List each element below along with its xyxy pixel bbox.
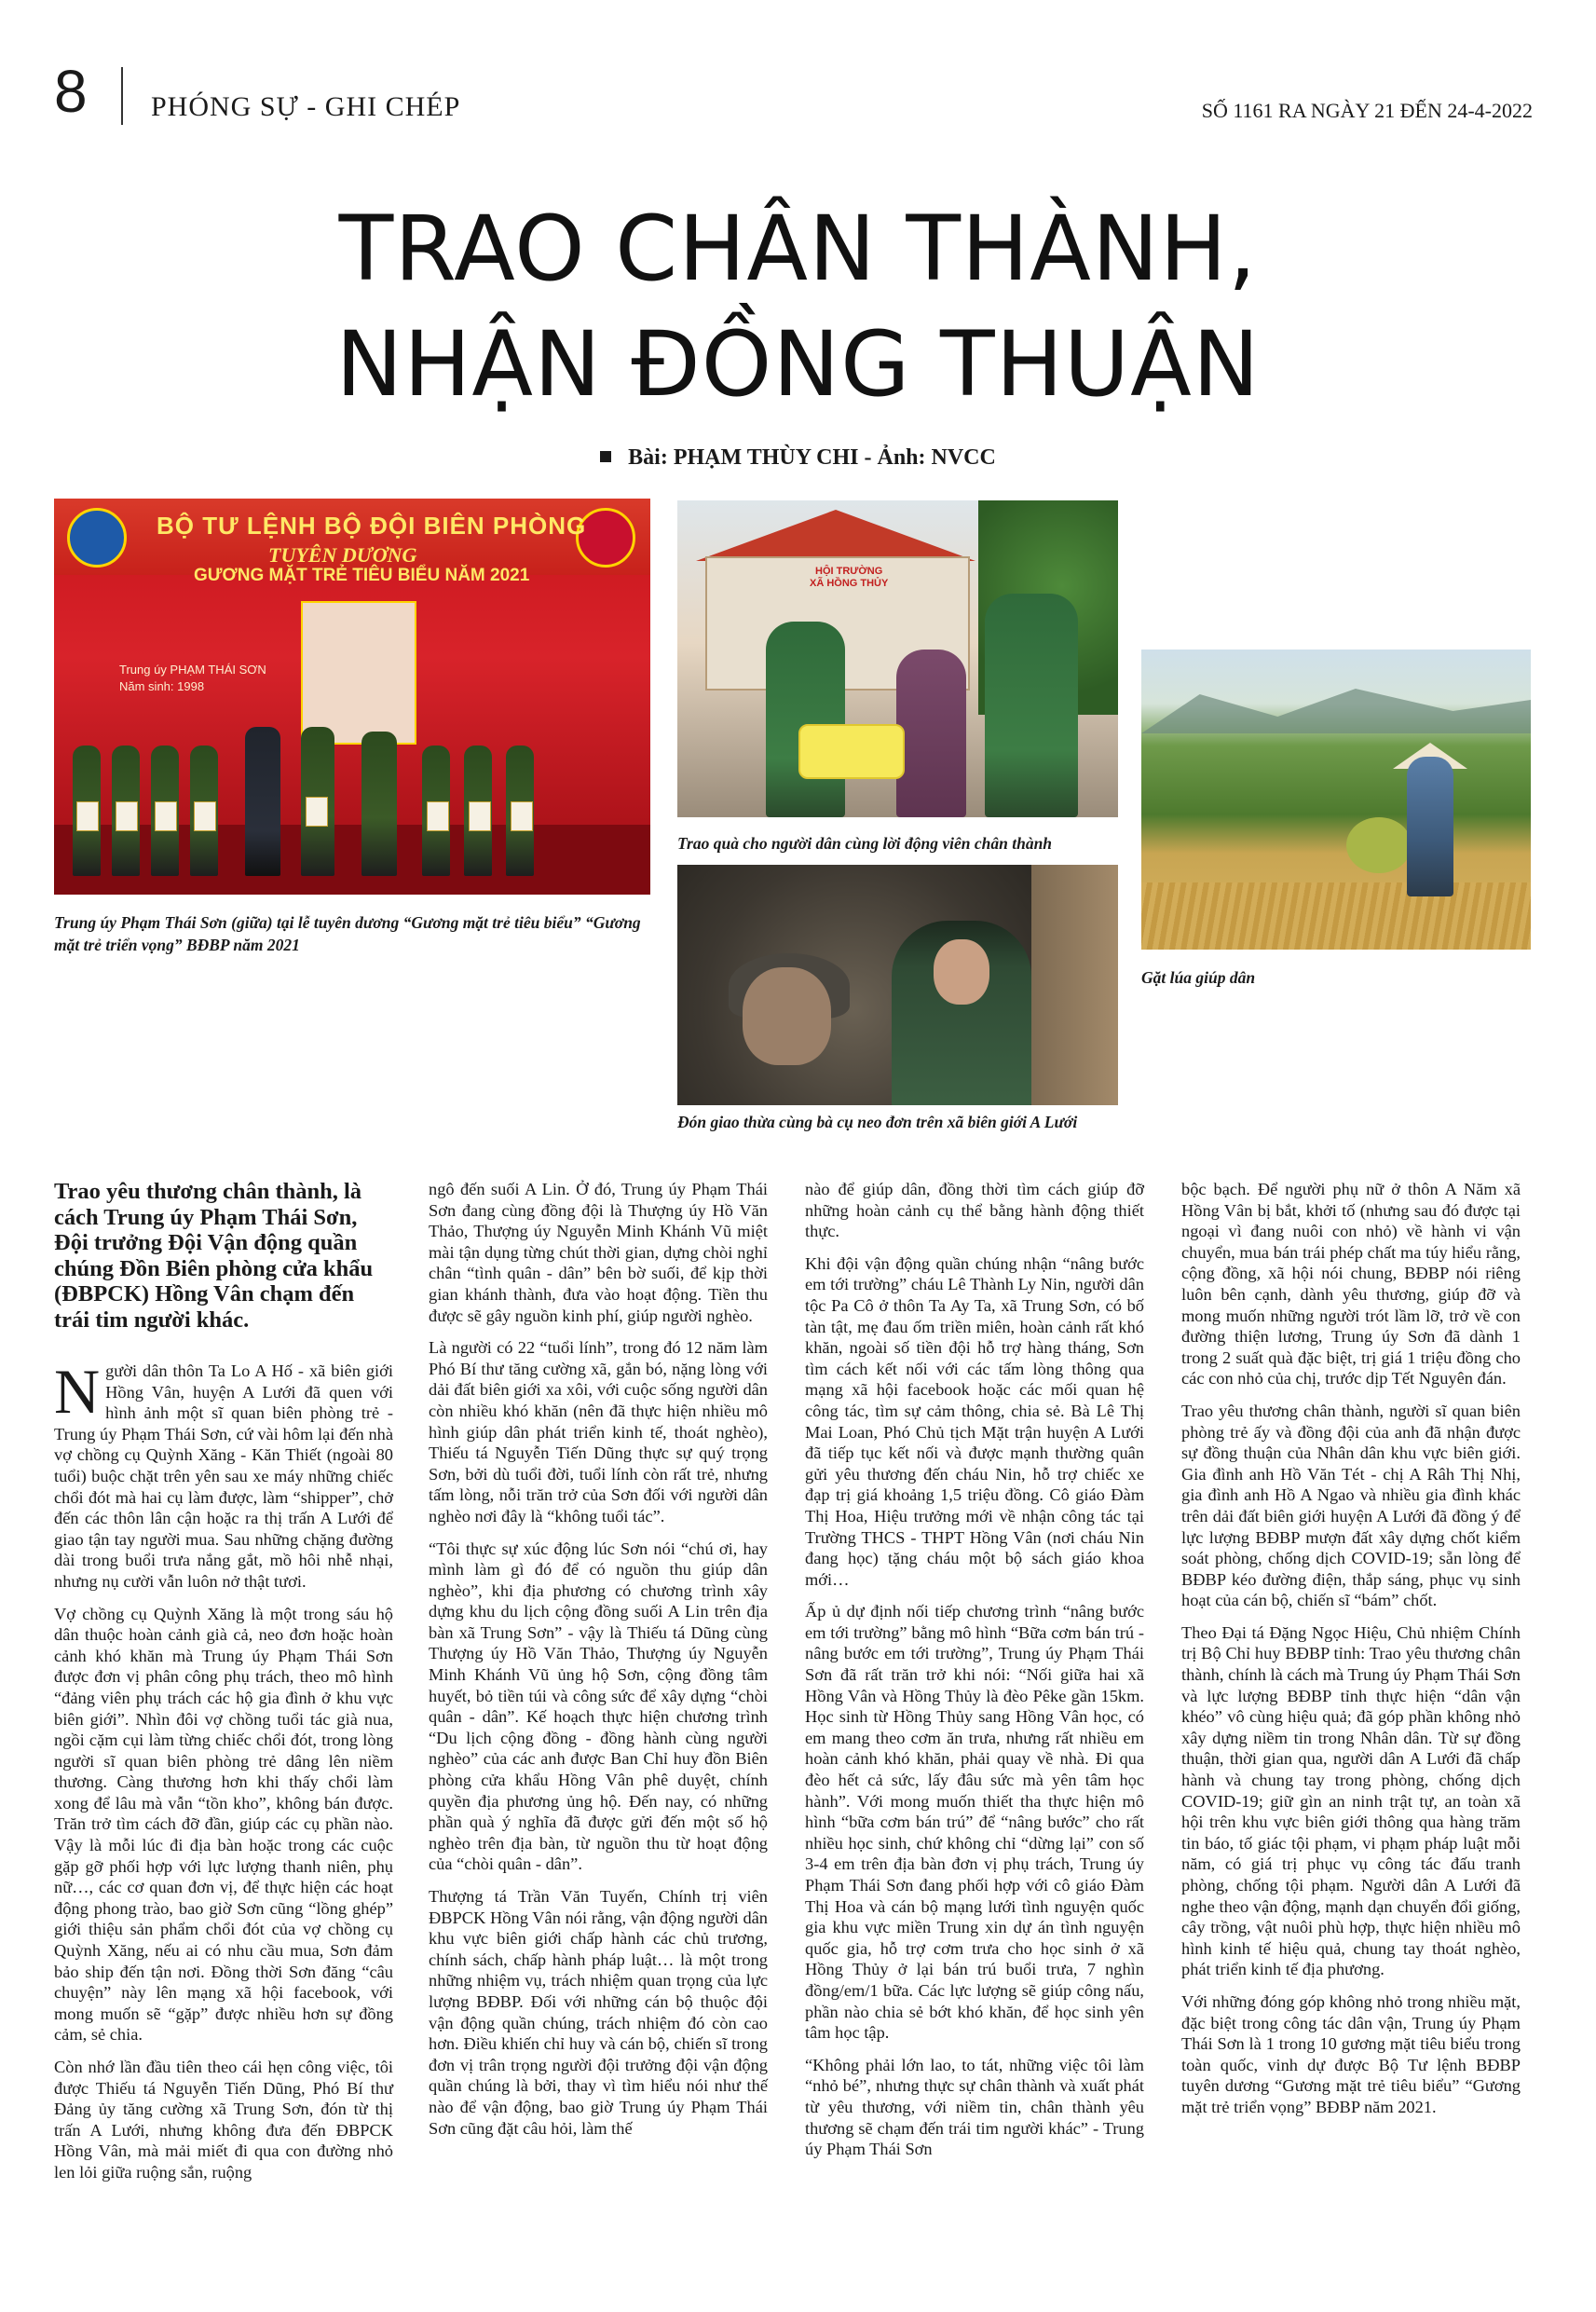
issue-info: SỐ 1161 RA NGÀY 21 ĐẾN 24-4-2022 <box>1201 99 1533 122</box>
paragraph: Ấp ủ dự định nối tiếp chương trình “nâng bước em tới trường” bằng mô hình “Bữa cơm bán trú - nâng bước em tới trường”, Trung úy Phạm Thái Sơn đã rất trăn trở khi nói: “Nối giữa hai xã Hồng Vân và Hồng Thủy là đèo Pêke gần 15km. Học sinh từ Hồng Thủy sang Hồng Vân học, có em mang theo cơm ăn trưa, nhưng rất nhiều em hoàn cảnh khó khăn, phải quay về nhà. Đi qua đèo hết cả sức, lấy đâu sức mà yên tâm học hành”. Với mong muốn thiết tha thực hiện mô hình “bữa cơm bán trú” để “nâng bước” cho rất nhiều học sinh, chứ không chỉ “dừng lại” con số 3-4 em trên địa bàn đơn vị phụ trách, Trung úy Phạm Thái Sơn đang phối hợp với cô giáo Đàm Thị Hoa và cán bộ mạng lưới tình nguyện quốc gia khu vực miền Trung xin dự án tình nguyện quốc gia, hỗ trợ cơm trưa cho học sinh ở xã Hồng Thủy ở lại bán trú buổi trưa, 7 nghìn đồng/em/1 bữa. Các lực lượng sẽ giúp công nấu, phần nào chia sẻ bớt khó khăn, để học sinh yên tâm học tập. <box>805 1602 1144 2043</box>
page-number: 8 <box>54 58 88 125</box>
honoree-name: Trung úy PHẠM THÁI SƠN <box>119 663 266 677</box>
paragraph: Thượng tá Trần Văn Tuyến, Chính trị viên ĐBPCK Hồng Vân nói rằng, vận động người dân khu vực biên giới chấp hành các chủ trương, chính sách, chấp hành pháp luật… là một trong những nhiệm vụ, trách nhiệm quan trọng của lực lượng BĐBP. Đối với những cán bộ thuộc đội vận động quần chúng, trách nhiệm đó còn cao hơn. Điều khiến chỉ huy và cán bộ, chiến sĩ trong đơn vị trân trọng người đội trưởng đội vận động quần chúng là bởi, thay vì tìm hiểu nói như thế nào để vận động, bao giờ Trung úy Phạm Thái Sơn cũng đặt câu hỏi, làm thế <box>429 1887 768 2138</box>
honoree-info <box>119 662 585 695</box>
farmer-figure <box>1407 757 1453 896</box>
certificate <box>76 801 99 831</box>
certificate <box>155 801 177 831</box>
rice-sheaf <box>1346 817 1412 873</box>
officer-face <box>934 939 989 1005</box>
banner-award-name: GƯƠNG MẶT TRẺ TIÊU BIỂU NĂM 2021 <box>194 566 530 585</box>
harvest-photo <box>1141 650 1531 950</box>
paragraph: “Không phải lớn lao, to tát, những việc tôi làm “nhỏ bé”, nhưng thực sự chân thành và xuất phát từ yêu thương, với niềm tin, chân thành yêu thương sẽ chạm đến trái tim người khác” - Trung úy Phạm Thái Sơn <box>805 2055 1144 2159</box>
hall-sign-line-1: HỘI TRƯỜNG <box>815 566 883 577</box>
elderly-woman-photo <box>677 865 1118 1105</box>
byline-text: Bài: PHẠM THÙY CHI - Ảnh: NVCC <box>628 445 996 470</box>
certificate <box>469 801 491 831</box>
gift-caption: Trao quà cho người dân cùng lời động viên chân thành <box>677 834 1053 853</box>
paragraph: bộc bạch. Để người phụ nữ ở thôn A Năm xã Hồng Vân bị bắt, khởi tố (nhưng sau đó được tại ngoại vì đang nuôi con nhỏ) về hành vi vận chuyển, mua bán trái phép chất ma túy hiểu rằng, cộng đồng, xã hội nói chung, BĐBP nói riêng luôn bên cạnh, dành yêu thương, giúp đỡ và mong muốn những người trót lầm lỡ, trở về con đường thiện lương, Trung úy Sơn đã dành 1 trong 2 suất quà đặc biệt, trị giá 1 triệu đồng cho các con nhỏ của chị, trước dịp Tết Nguyên đán. <box>1181 1180 1521 1389</box>
border-guard-logo-icon <box>67 508 127 568</box>
rice-bag-gift <box>798 724 905 779</box>
rice-field <box>1141 882 1531 950</box>
paragraph: Theo Đại tá Đặng Ngọc Hiệu, Chủ nhiệm Chính trị Bộ Chỉ huy BĐBP tỉnh: Trao yêu thương chân thành, chính là cách mà Trung úy Phạm Thái Sơn và lực lượng BĐBP tỉnh thực hiện “dân vận khéo” vô cùng hiệu quả; đã góp phần không nhỏ xây dựng niềm tin trong Nhân dân. Từ sự đồng thuận, thời gian qua, người dân A Lưới đã chấp hành và chung tay trong phòng, chống dịch COVID-19; giữ gìn an ninh trật tự, an toàn xã hội trên khu vực biên giới thông qua hàng trăm tin báo, tố giác tội phạm, vi phạm pháp luật mỗi năm, có giá trị phục vụ công tác đấu tranh phòng, chống tội phạm. Người dân A Lưới đã nghe theo vận động, mạnh dạn chuyển đổi giống, cây trồng, vật nuôi phù hợp, thực hiện nhiều mô hình kinh tế hiệu quả, chung tay thoát nghèo, phát triển kinh tế địa phương. <box>1181 1622 1521 1979</box>
elderly-caption: Đón giao thừa cùng bà cụ neo đơn trên xã biên giới A Lưới <box>677 1113 1078 1131</box>
ceremony-photo <box>54 499 650 895</box>
mountains <box>1141 677 1531 733</box>
paragraph: Còn nhớ lần đầu tiên theo cái hẹn công việc, tôi được Thiếu tá Nguyễn Tiến Dũng, Phó Bí thư Đảng ủy tăng cường xã Trung Sơn, đón từ thị trấn A Lưới, nhưng không đưa đến ĐBPCK Hồng Vân, mà mải miết đi qua con đường nhỏ len lỏi giữa ruộng sắn, ruộng <box>54 2058 393 2182</box>
bullet-square-icon <box>600 451 611 462</box>
certificate <box>306 797 328 827</box>
title-line-1: TRAO CHÂN THÀNH, <box>338 197 1258 301</box>
harvest-caption: Gặt lúa giúp dân <box>1141 968 1256 987</box>
soldier-figure <box>985 594 1078 817</box>
stage-floor <box>54 825 650 895</box>
elderly-woman-figure <box>743 967 831 1065</box>
paragraph: Với những đóng góp không nhỏ trong nhiều mặt, đặc biệt trong công tác dân vận, Trung úy Phạm Thái Sơn là 1 trong 10 gương mặt tiêu biểu trong toàn quốc, vinh dự được Bộ Tư lệnh BĐBP tuyên dương “Gương mặt trẻ tiêu biểu” “Gương mặt trẻ triển vọng” BĐBP năm 2021. <box>1181 1991 1521 2116</box>
certificate <box>427 801 449 831</box>
body-column-3 <box>805 1179 1144 2171</box>
hall-roof <box>696 510 975 561</box>
gift-photo <box>677 500 1118 817</box>
honoree-birth-year: Năm sinh: 1998 <box>119 679 205 693</box>
soldier-figure <box>766 622 845 817</box>
banner-subtitle: TUYÊN DƯƠNG <box>268 543 417 567</box>
official-figure <box>245 727 280 876</box>
header-divider <box>121 67 123 125</box>
body-column-4 <box>1181 1179 1521 2129</box>
hall-sign <box>810 566 888 590</box>
body-column-1 <box>54 1179 393 2195</box>
section-label: PHÓNG SỰ - GHI CHÉP <box>151 91 461 122</box>
banner-title: BỘ TƯ LỆNH BỘ ĐỘI BIÊN PHÒNG <box>157 512 587 540</box>
lead-paragraph: Trao yêu thương chân thành, là cách Trung úy Phạm Thái Sơn, Đội trưởng Đội Vận động quần chúng Đồn Biên phòng cửa khẩu (ĐBPCK) Hồng Vân chạm đến trái tim người khác. <box>54 1179 374 1333</box>
drop-cap: N <box>54 1356 101 1427</box>
paragraph: nào để giúp dân, đồng thời tìm cách giúp đỡ những hoàn cảnh cụ thể bằng hành động thiết thực. <box>805 1180 1144 1241</box>
certificate <box>194 801 216 831</box>
paragraph <box>54 1356 393 1593</box>
officer-figure <box>361 732 397 876</box>
paragraph: Trao yêu thương chân thành, người sĩ quan biên phòng trẻ ấy và đồng đội của anh đã nhận được sự đồng thuận của Nhân dân khu vực biên giới. Gia đình anh Hồ Văn Tét - chị A Râh Thị Nhị, gia đình anh Hồ A Ngao và nhiều gia đình khác trên dải đất biên giới huyện A Lưới đã đồng ý để lực lượng BĐBP mượn đất xây dựng chốt kiểm soát phòng, chống dịch COVID-19; sẵn lòng để BĐBP kéo đường điện, thắp sáng, phục vụ sinh hoạt của cán bộ, chiến sĩ “bám” chốt. <box>1181 1401 1521 1610</box>
paragraph: Khi đội vận động quần chúng nhận “nâng bước em tới trường” cháu Lê Thành Ly Nin, người dân tộc Pa Cô ở thôn Ta Ay Ta, xã Trung Sơn, có bố tàn tật, mẹ đau ốm triền miên, hoàn cảnh rất khó khăn, ngoài số tiền đội hỗ trợ hàng tháng, Sơn tìm cách kết nối với các tấm lòng thông qua mạng xã hội facebook hoặc các mối quan hệ công tác, tìm sự cảm thông, chia sẻ. Bà Lê Thị Mai Loan, Phó Chủ tịch Mặt trận huyện A Lưới đã tiếp tục kết nối và được mạnh thường quân gửi yêu thương đến cháu Nin, hỗ trợ chiếc xe đạp trị giá khoảng 1,5 triệu đồng. Cô giáo Đàm Thị Hoa, Hiệu trưởng mới về nhận công tác tại Trường THCS - THPT Hồng Vân (nơi cháu Nin đang học) tặng cháu một bộ sách giáo khoa mới… <box>805 1253 1144 1589</box>
wooden-wall <box>1031 865 1118 1105</box>
paragraph: ngô đến suối A Lin. Ở đó, Trung úy Phạm Thái Sơn đang cùng đồng đội là Thượng úy Hồ Văn Thảo, Thượng úy Nguyễn Minh Khánh Vũ miệt mài tận dụng từng chút thời gian, dựng chòi nghỉ chân “tình quân - dân” bên bờ suối, để kịp thời gian khánh thành, đưa vào hoạt động. Tiền thu được sẽ gây nguồn kinh phí, giúp người nghèo. <box>429 1180 768 1325</box>
hall-sign-line-2: XÃ HỒNG THỦY <box>810 578 889 589</box>
paragraph: Là người có 22 “tuổi lính”, trong đó 12 năm làm Phó Bí thư tăng cường xã, gắn bó, nặng lòng với dải đất biên giới xa xôi, với cuộc sống người dân còn nhiều khó khăn (nên đã thực hiện nhiều mô hình giúp dân phát triển kinh tế, thoát nghèo), Thiếu tá Nguyễn Tiến Dũng thực sự quý trọng Sơn, bởi dù tuổi đời, tuổi lính còn rất trẻ, nhưng tấm lòng, nỗi trăn trở của Sơn đối với người dân nghèo nơi đây là “không tuổi tác”. <box>429 1338 768 1525</box>
ceremony-caption: Trung úy Phạm Thái Sơn (giữa) tại lễ tuyên dương “Gương mặt trẻ tiêu biểu” “Gương mặt trẻ triển vọng” BĐBP năm 2021 <box>54 913 641 954</box>
certificate <box>511 801 533 831</box>
paragraph-text: gười dân thôn Ta Lo A Hố - xã biên giới Hồng Vân, huyện A Lưới đã quen với hình ảnh một sĩ quan biên phòng trẻ - Trung úy Phạm Thái Sơn, cứ vài hôm lại đến nhà vợ chồng cụ Quỳnh Xăng - Kăn Thiết (ngoài 80 tuổi) buộc chặt trên yên sau xe máy những chiếc chổi đót mà hai cụ làm được, làm “shipper”, chở đến các thôn lân cận hoặc ra thị trấn A Lưới để giao tận tay người mua. Sau những chặng đường dài trong buổi trưa nắng gắt, mồ hôi nhễ nhại, nhưng nụ cười vẫn luôn nở thật tươi. <box>54 1361 393 1591</box>
article-title <box>0 191 1596 422</box>
byline <box>0 445 1596 471</box>
body-column-2 <box>429 1179 768 2150</box>
paragraph: Vợ chồng cụ Quỳnh Xăng là một trong sáu hộ dân thuộc hoàn cảnh già cả, neo đơn hoặc hoàn cảnh khó khăn mà Trung úy Phạm Thái Sơn được đơn vị phân công phụ trách, theo mô hình “đảng viên phụ trách các hộ gia đình ở khu vực biên giới”. Nhìn đôi vợ chồng tuổi tác già nua, ngồi cặm cụi làm từng chiếc chổi đót, trong lòng người sĩ quan biên phòng trẻ dâng lên niềm thương. Càng thương hơn khi thấy chổi làm xong để lâu mà vẫn “tồn kho”, không bán được. Trăn trở tìm cách đỡ đần, giúp các cụ phần nào. Vậy là mỗi lúc đi địa bàn hoặc trong các cuộc gặp gỡ phối hợp với lực lượng thanh niên, phụ nữ…, các cơ quan đơn vị, để thực hiện các hoạt động phong trào, bao giờ Sơn cũng “lồng ghép” giới thiệu sản phẩm chổi đót của vợ chồng cụ Quỳnh Xăng, nếu ai có nhu cầu mua, Sơn đảm bảo ship đến tận nơi. Đồng thời Sơn đăng “câu chuyện” này lên mạng xã hội facebook, với mong muốn sẽ “gặp” được nhiều hơn sự đồng cảm, sẻ chia. <box>54 1604 393 2045</box>
paragraph: “Tôi thực sự xúc động lúc Sơn nói “chú ơi, hay mình làm gì đó để có nguồn thu giúp dân nghèo”, khi địa phương có chương trình xây dựng khu du lịch cộng đồng suối A Lin trên địa bàn xã Trung Sơn” - vậy là Thiếu tá Dũng cùng Thượng úy Hồ Văn Thảo, Thượng úy Nguyễn Minh Khánh Vũ ủng hộ Sơn, cộng đồng tâm huyết, bỏ tiền túi và công sức để xây dựng “chòi quân - dân”. Kế hoạch thực hiện chương trình “Du lịch cộng đồng - đồng hành cùng người nghèo” của các anh được Ban Chỉ huy đồn Biên phòng cửa khẩu Hồng Vân phê duyệt, chính quyền địa phương ủng hộ. Đến nay, có những phần quà ý nghĩa đã được gửi đến một số hộ nghèo trên địa bàn, từ nguồn thu từ hoạt động của “chòi quân - dân”. <box>429 1539 768 1874</box>
certificate <box>116 801 138 831</box>
title-line-2: NHẬN ĐỒNG THUẬN <box>335 312 1261 417</box>
villager-figure <box>896 650 966 817</box>
